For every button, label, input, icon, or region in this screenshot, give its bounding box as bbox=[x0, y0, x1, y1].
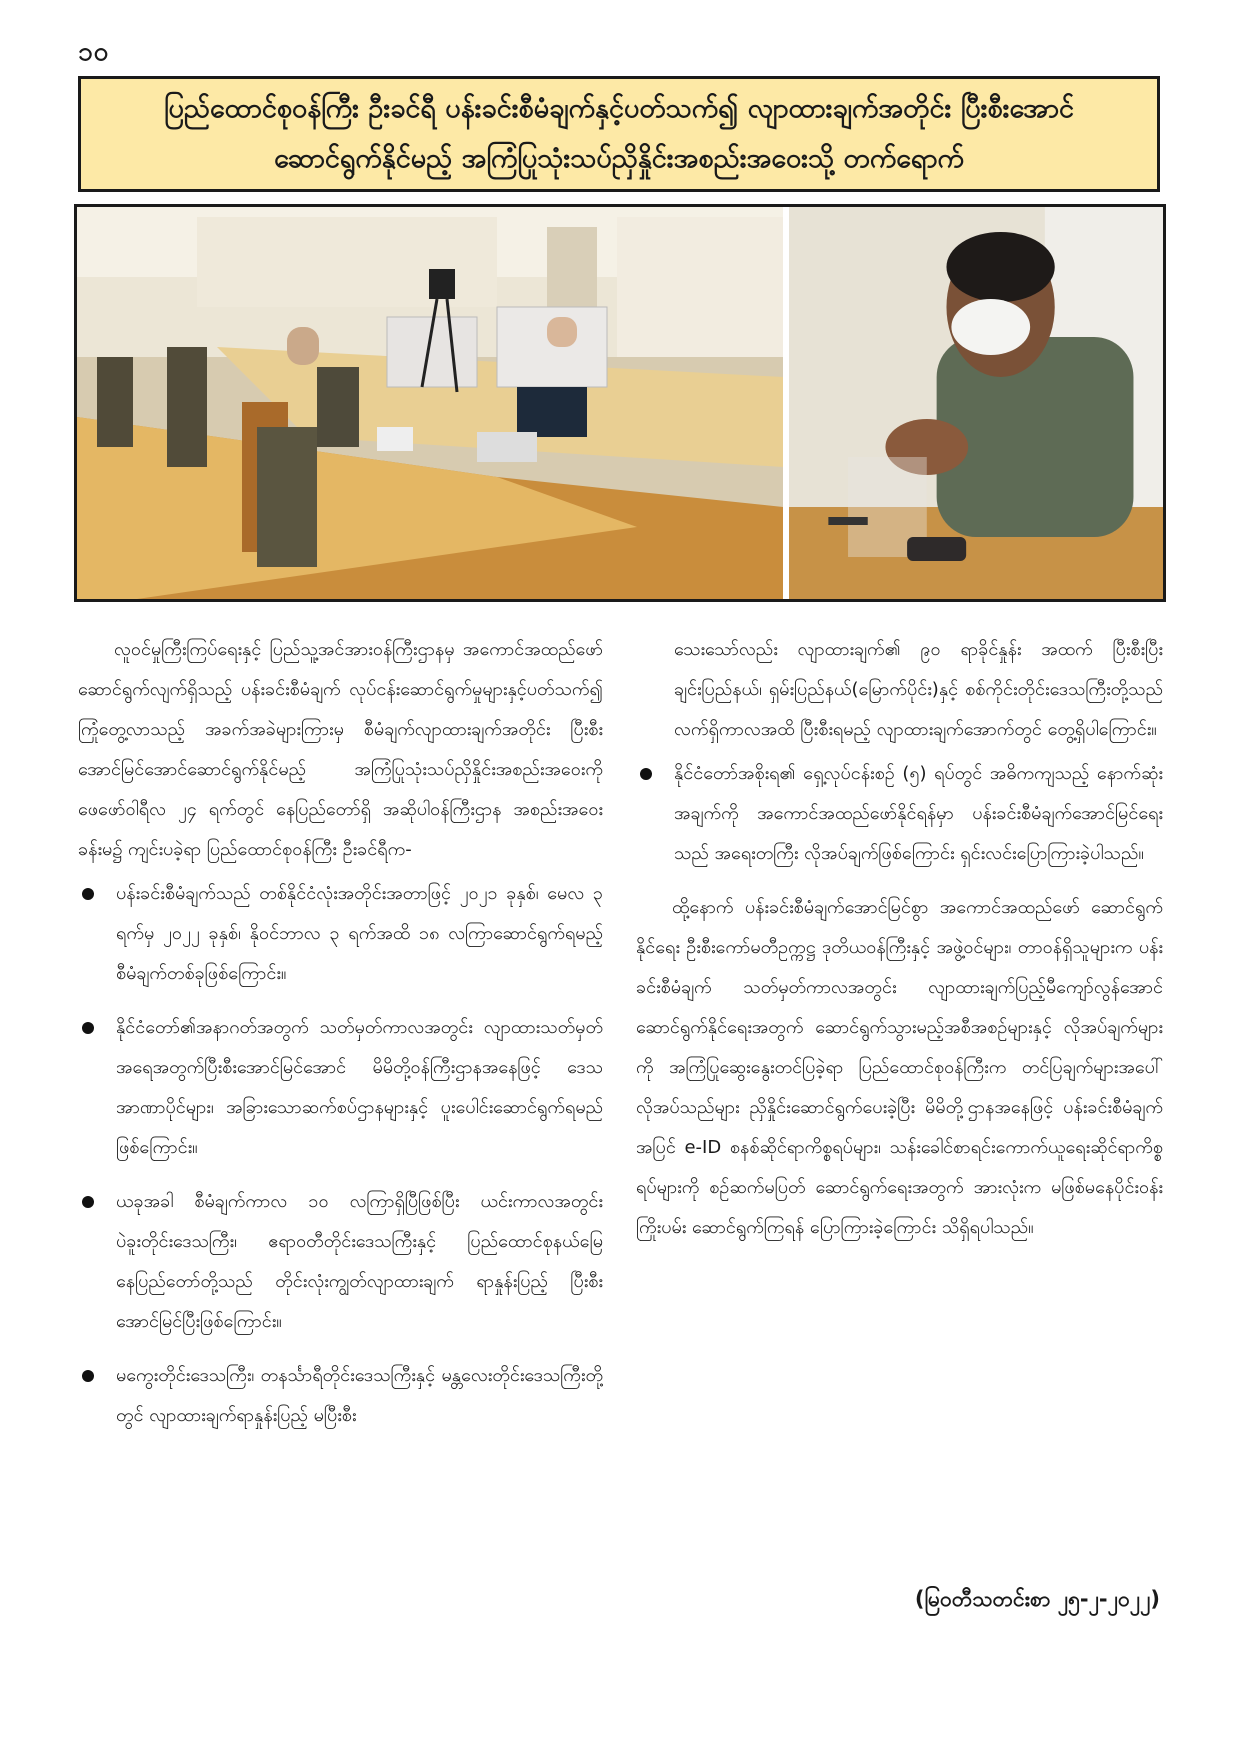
bullet-text: ယခုအခါ စီမံချက်ကာလ ၁၀ လကြာရှိပြီဖြစ်ပြီး ယင်းကာလအတွင်း ပဲခူးတိုင်းဒေသကြီး၊ ဧရာဝတီတိုင်းဒေသကြီးနှင့် ပြည်ထောင်စုနယ်မြေ နေပြည်တော်တို့သည် တိုင်းလုံးကျွတ်လျာထားချက် ရာနှုန်းပြည့် ပြီးစီးအောင်မြင်ပြီးဖြစ်ကြောင်း။ bbox=[116, 1191, 603, 1332]
bullet-text: မကွေးတိုင်းဒေသကြီး၊ တနင်္သာရီတိုင်းဒေသကြီးနှင့် မန္တလေးတိုင်းဒေသကြီးတို့တွင် လျာထားချက်ရာနှုန်းပြည့် မပြီးစီး bbox=[116, 1365, 603, 1426]
bullet-dot-icon bbox=[82, 1370, 94, 1382]
meeting-room-photo bbox=[77, 207, 783, 599]
bullet-text: ပန်းခင်းစီမံချက်သည် တစ်နိုင်ငံလုံးအတိုင်းအတာဖြင့် ၂၀၂၁ ခုနှစ်၊ မေလ ၃ ရက်မှ ၂၀၂၂ ခုနှစ်၊ နိုဝင်ဘာလ ၃ ရက်အထိ ၁၈ လကြာဆောင်ရွက်ရမည့် စီမံချက်တစ်ခုဖြစ်ကြောင်း။ bbox=[116, 883, 603, 984]
bullet-item bbox=[78, 874, 603, 994]
bullet-text: နိုင်ငံတော်အစိုးရ၏ ရှေ့လုပ်ငန်းစဉ် (၅) ရပ်တွင် အဓိကကျသည့် နောက်ဆုံးအချက်ကို အကောင်အထည်ဖော်နိုင်ရန်မှာ ပန်းခင်းစီမံချက်အောင်မြင်ရေးသည် အရေးတကြီး လိုအပ်ချက်ဖြစ်ကြောင်း ရှင်းလင်းပြောကြားခဲ့ပါသည်။ bbox=[674, 763, 1163, 864]
bullet-list bbox=[78, 874, 603, 1436]
bullet-list-right bbox=[636, 754, 1163, 874]
headline-line-1: ပြည်ထောင်စုဝန်ကြီး ဦးခင်ရီ ပန်းခင်းစီမံချက်နှင့်ပတ်သက်၍ လျာထားချက်အတိုင်း ပြီးစီးအောင် bbox=[163, 93, 1074, 124]
intro-paragraph: လူဝင်မှုကြီးကြပ်ရေးနှင့် ပြည်သူ့အင်အားဝန်ကြီးဌာနမှ အကောင်အထည်ဖော် ဆောင်ရွက်လျက်ရှိသည့် ပန်းခင်းစီမံချက် လုပ်ငန်းဆောင်ရွက်မှုများနှင့်ပတ်သက်၍ ကြုံတွေ့လာသည့် အခက်အခဲများကြားမှ စီမံချက်လျာထားချက်အတိုင်း ပြီးစီးအောင်မြင်အောင်ဆောင်ရွက်နိုင်မည့် အကြံပြုသုံးသပ်ညှိနှိုင်းအစည်းအဝေးကို ဖေဖော်ဝါရီလ ၂၄ ရက်တွင် နေပြည်တော်ရှိ အဆိုပါဝန်ကြီးဌာန အစည်းအဝေးခန်းမ၌ ကျင်းပခဲ့ရာ ပြည်ထောင်စုဝန်ကြီး ဦးခင်ရီက- bbox=[78, 639, 603, 860]
bullet-dot-icon bbox=[640, 768, 652, 780]
headline-line-2: ဆောင်ရွက်နိုင်မည့် အကြံပြုသုံးသပ်ညှိနှိုင်းအစည်းအဝေးသို့ တက်ရောက် bbox=[274, 143, 964, 174]
article-column-left bbox=[78, 630, 603, 1450]
minister-speaking-photo bbox=[789, 207, 1163, 599]
bullet-item bbox=[636, 754, 1163, 874]
page-number: ၁၀ bbox=[78, 37, 110, 67]
closing-paragraph: ထို့နောက် ပန်းခင်းစီမံချက်အောင်မြင်စွာ အကောင်အထည်ဖော် ဆောင်ရွက်နိုင်ရေး ဦးစီးကော်မတီဥက္ကဋ္ဌ ဒုတိယဝန်ကြီးနှင့် အဖွဲ့ဝင်များ၊ တာဝန်ရှိသူများက ပန်းခင်းစီမံချက် သတ်မှတ်ကာလအတွင်း လျာထားချက်ပြည့်မီကျော်လွန်အောင် ဆောင်ရွက်နိုင်ရေးအတွက် ဆောင်ရွက်သွားမည့်အစီအစဉ်များနှင့် လိုအပ်ချက်များကို အကြံပြုဆွေးနွေးတင်ပြခဲ့ရာ ပြည်ထောင်စုဝန်ကြီးက တင်ပြချက်များအပေါ် လိုအပ်သည်များ ညှိနှိုင်းဆောင်ရွက်ပေးခဲ့ပြီး မိမိတို့ဌာနအနေဖြင့် ပန်းခင်းစီမံချက်အပြင် e-ID စနစ်ဆိုင်ရာကိစ္စရပ်များ၊ သန်းခေါင်စာရင်းကောက်ယူရေးဆိုင်ရာကိစ္စရပ်များကို စဉ်ဆက်မပြတ် ဆောင်ရွက်ရေးအတွက် အားလုံးက မဖြစ်မနေပိုင်းဝန်းကြိုးပမ်း ဆောင်ရွက်ကြရန် ပြောကြားခဲ့ကြောင်း သိရှိရပါသည်။ bbox=[636, 897, 1163, 1238]
bullet-item bbox=[78, 1008, 603, 1168]
continuation-paragraph: သေးသော်လည်း လျာထားချက်၏ ၉၀ ရာခိုင်နှုန်း အထက် ပြီးစီးပြီး ချင်းပြည်နယ်၊ ရှမ်းပြည်နယ်(မြောက်ပိုင်း)နှင့် စစ်ကိုင်းတိုင်းဒေသကြီးတို့သည် လက်ရှိကာလအထိ ပြီးစီးရမည့် လျာထားချက်အောက်တွင် တွေ့ရှိပါကြောင်း။ bbox=[674, 639, 1163, 740]
source-citation: (မြဝတီသတင်းစာ ၂၅-၂-၂၀၂၂) bbox=[914, 1587, 1160, 1611]
bullet-item bbox=[78, 1356, 603, 1436]
bullet-item bbox=[78, 1182, 603, 1342]
bullet-dot-icon bbox=[82, 1022, 94, 1034]
article-column-right bbox=[636, 630, 1163, 1252]
bullet-dot-icon bbox=[82, 1196, 94, 1208]
photo-frame bbox=[74, 204, 1166, 602]
bullet-text: နိုင်ငံတော်၏အနာဂတ်အတွက် သတ်မှတ်ကာလအတွင်း လျာထားသတ်မှတ် အရေအတွက်ပြီးစီးအောင်မြင်အောင် မိမိတို့ဝန်ကြီးဌာနအနေဖြင့် ဒေသအာဏာပိုင်များ၊ အခြားသောဆက်စပ်ဌာနများနှင့် ပူးပေါင်းဆောင်ရွက်ရမည်ဖြစ်ကြောင်း။ bbox=[116, 1017, 603, 1158]
bullet-dot-icon bbox=[82, 888, 94, 900]
headline-box bbox=[78, 76, 1160, 192]
